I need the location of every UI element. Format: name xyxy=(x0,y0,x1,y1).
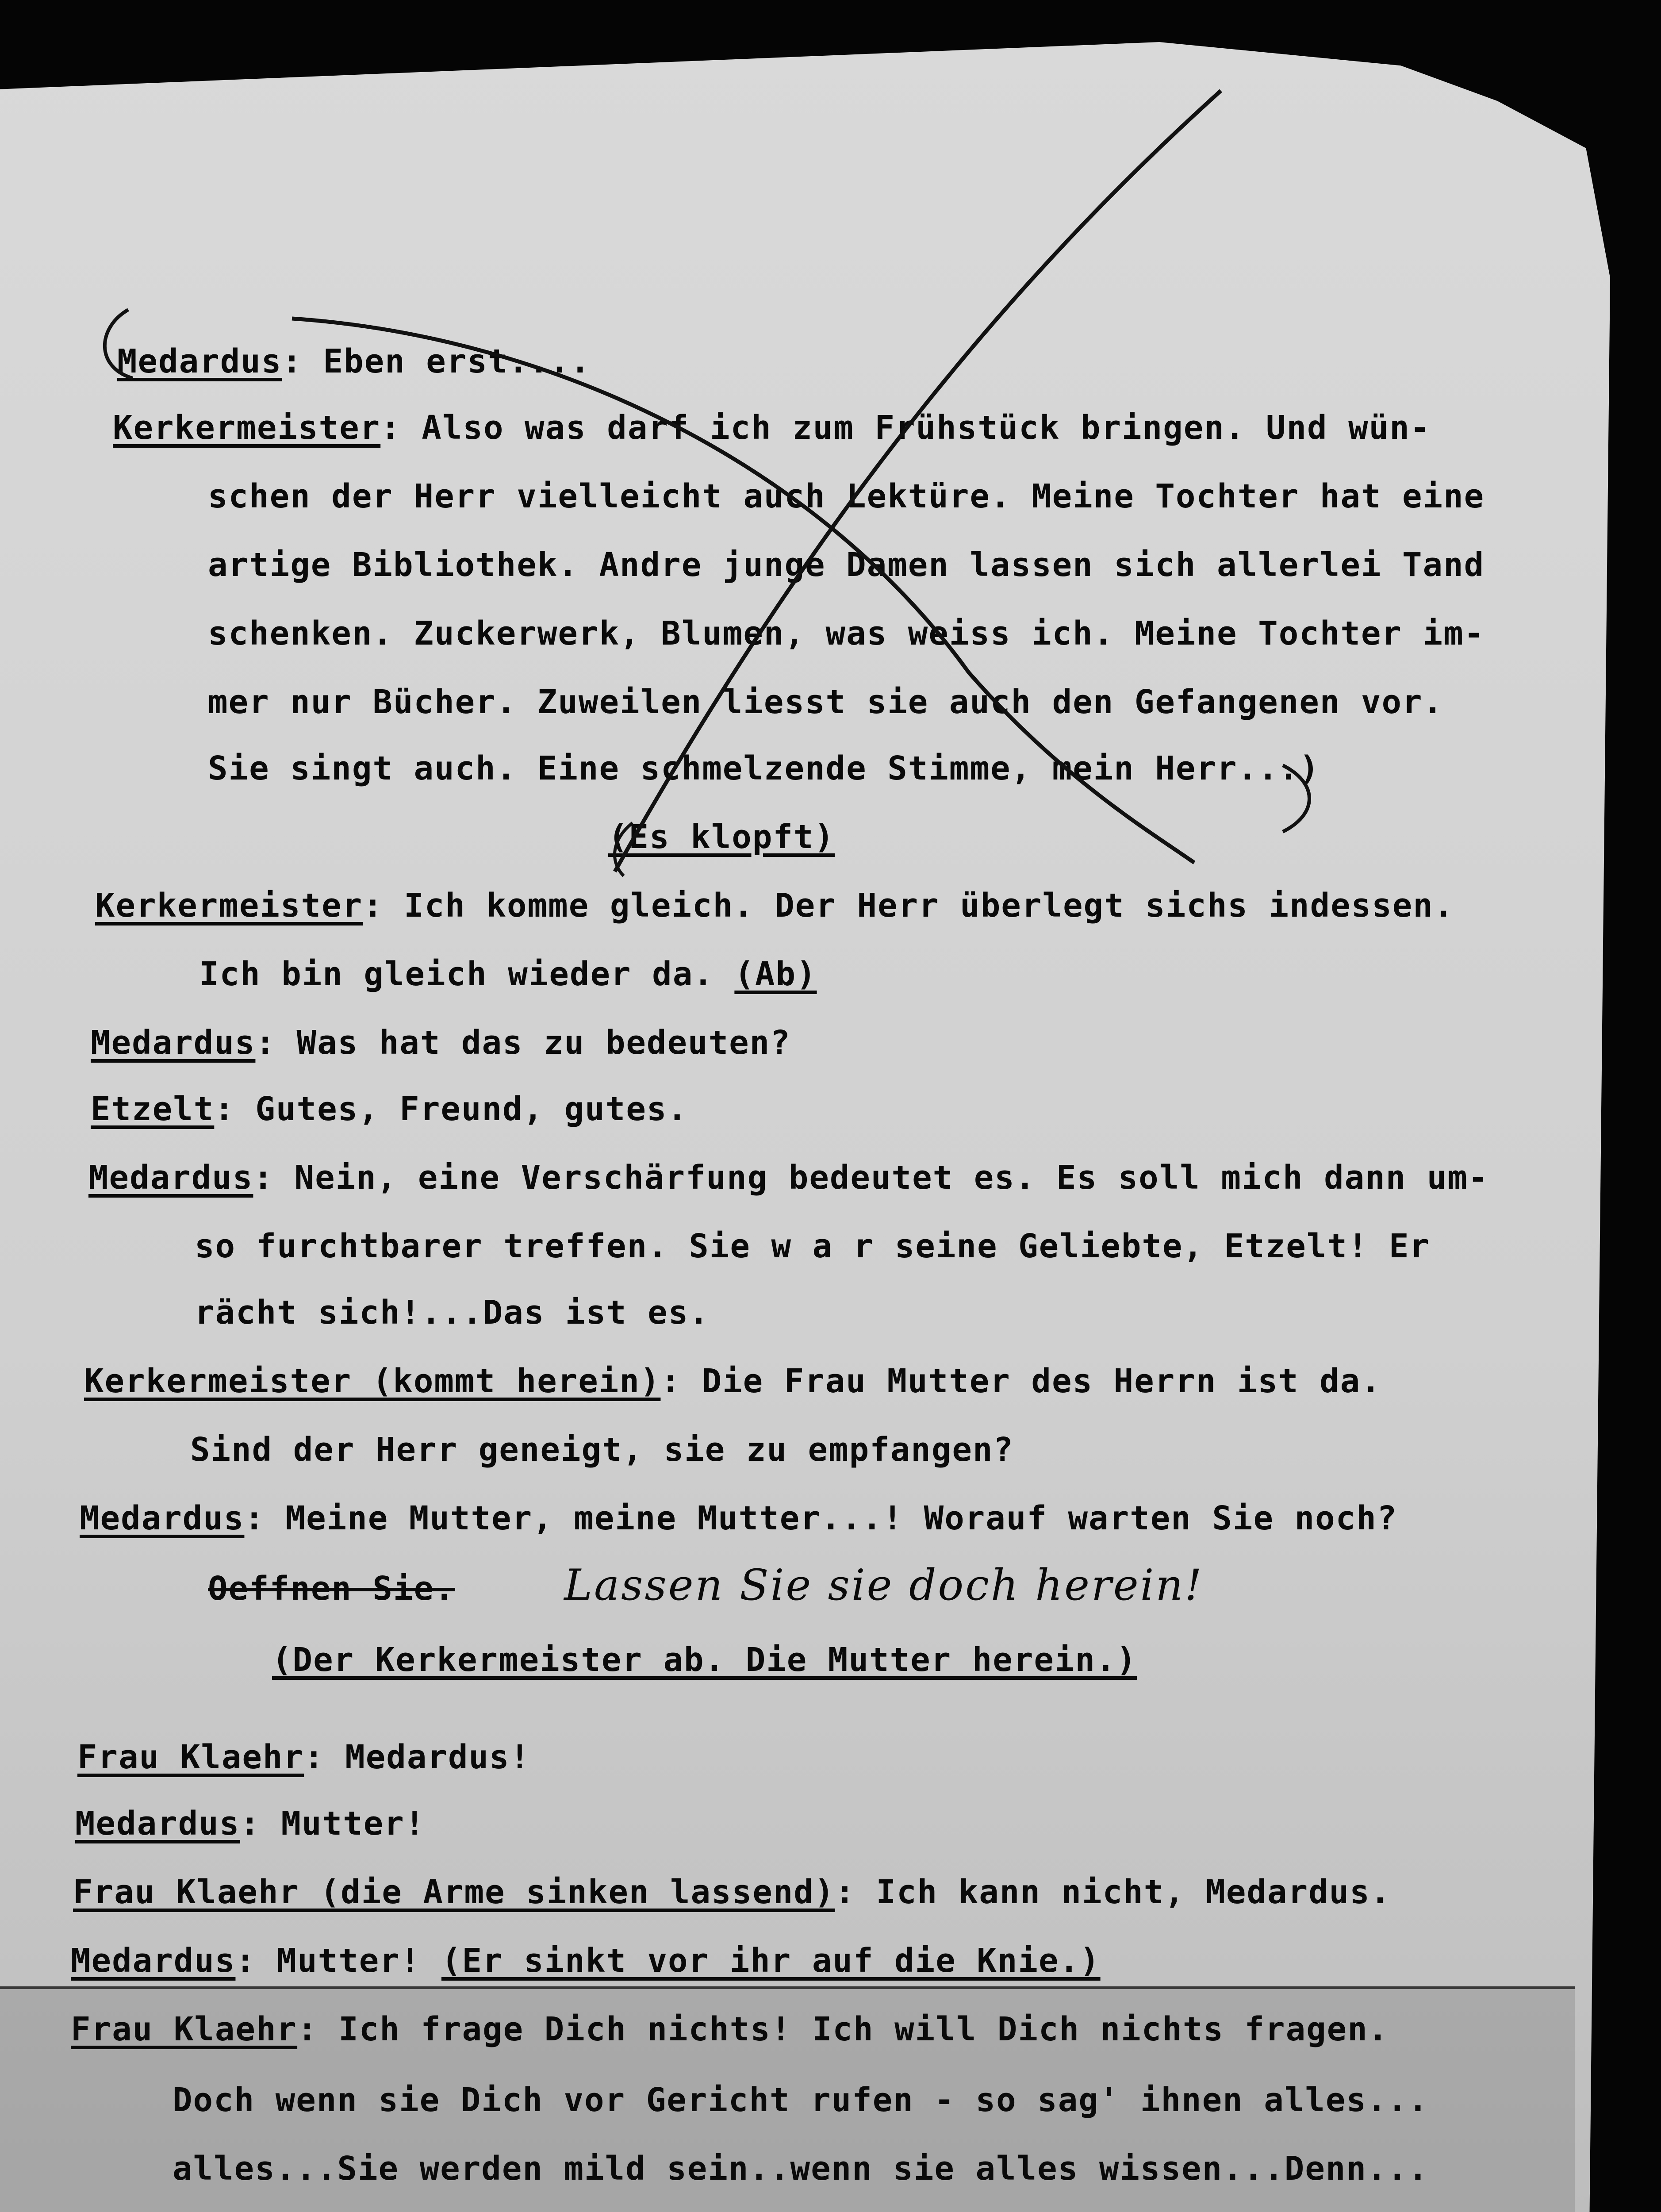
line-2: Kerkermeister: Also was darf ich zum Frühstück bringen. Und wün- xyxy=(113,409,1431,447)
line-text: Mutter! xyxy=(260,1805,426,1843)
line-6 xyxy=(208,683,1444,721)
speaker-label: Kerkermeister (kommt herein) xyxy=(84,1362,661,1400)
speaker-label: Etzelt xyxy=(91,1090,215,1128)
line-3 xyxy=(208,477,1485,515)
speaker-label: Frau Klaehr xyxy=(71,2010,298,2048)
struck-text: Oeffnen Sie. xyxy=(208,1570,455,1608)
line-8 xyxy=(608,818,835,856)
line-text: schen der Herr vielleicht auch Lektüre. Meine Tochter hat eine xyxy=(208,477,1485,515)
line-text: schenken. Zuckerwerk, Blumen, was weiss ich. Meine Tochter im- xyxy=(208,614,1485,653)
line-20 xyxy=(272,1641,1137,1679)
speaker-label: Medardus xyxy=(117,342,282,380)
line-text: artige Bibliothek. Andre junge Damen lassen sich allerlei Tand xyxy=(208,546,1485,584)
speaker-label: Kerkermeister xyxy=(113,409,381,447)
line-text: Ich komme gleich. Der Herr überlegt sichs indessen. xyxy=(383,887,1454,925)
line-18: Medardus: Meine Mutter, meine Mutter...! Worauf warten Sie noch? xyxy=(80,1499,1398,1537)
line-text: Doch wenn sie Dich vor Gericht rufen - so sag' ihnen alles... xyxy=(173,2081,1429,2119)
line-7 xyxy=(208,749,1320,787)
line-25: Frau Klaehr: Ich frage Dich nichts! Ich will Dich nichts fragen. xyxy=(71,2010,1389,2048)
line-text: Medardus! xyxy=(324,1738,531,1776)
line-text: Mutter! xyxy=(256,1942,441,1980)
line-text: so furchtbarer treffen. Sie w a r seine Geliebte, Etzelt! Er xyxy=(195,1227,1431,1265)
speaker-label: Medardus xyxy=(88,1159,253,1197)
speaker-label: Medardus xyxy=(91,1024,256,1062)
line-23: Frau Klaehr (die Arme sinken lassend): Ich kann nicht, Medardus. xyxy=(73,1873,1391,1911)
stage-direction: (Ab) xyxy=(734,955,817,993)
line-text: mer nur Bücher. Zuweilen liesst sie auch den Gefangenen vor. xyxy=(208,683,1444,721)
line-27 xyxy=(173,2150,1429,2188)
line-text: Meine Mutter, meine Mutter...! Worauf warten Sie noch? xyxy=(265,1499,1398,1537)
line-16: Kerkermeister (kommt herein): Die Frau Mutter des Herrn ist da. xyxy=(84,1362,1381,1400)
line-5 xyxy=(208,614,1485,653)
line-text: Die Frau Mutter des Herrn ist da. xyxy=(681,1362,1381,1400)
line-text: Gutes, Freund, gutes. xyxy=(234,1090,688,1128)
stage-direction: (Der Kerkermeister ab. Die Mutter herein.) xyxy=(272,1641,1137,1679)
speaker-label: Frau Klaehr xyxy=(77,1738,304,1776)
line-13: Medardus: Nein, eine Verschärfung bedeutet es. Es soll mich dann um- xyxy=(88,1159,1489,1197)
stage-direction: (Er sinkt vor ihr auf die Knie.) xyxy=(441,1942,1101,1980)
line-10 xyxy=(199,955,817,993)
line-text: Was hat das zu bedeuten? xyxy=(276,1024,791,1062)
line-text: Sie singt auch. Eine schmelzende Stimme, mein Herr...) xyxy=(208,749,1320,787)
line-text: Ich kann nicht, Medardus. xyxy=(855,1873,1391,1911)
speaker-label: Frau Klaehr (die Arme sinken lassend) xyxy=(73,1873,835,1911)
line-text: Sind der Herr geneigt, sie zu empfangen? xyxy=(190,1431,1014,1469)
handwritten-correction: Lassen Sie sie doch herein! xyxy=(564,1560,1204,1610)
line-4 xyxy=(208,546,1485,584)
line-17 xyxy=(190,1431,1014,1469)
line-9: Kerkermeister: Ich komme gleich. Der Herr überlegt sichs indessen. xyxy=(95,887,1454,925)
line-19 xyxy=(208,1560,1204,1610)
line-text: Ich bin gleich wieder da. xyxy=(199,955,735,993)
speaker-label: Medardus xyxy=(80,1499,245,1537)
line-22: Medardus: Mutter! xyxy=(75,1805,426,1843)
speaker-label: Medardus xyxy=(71,1942,236,1980)
line-text: alles...Sie werden mild sein..wenn sie alles wissen...Denn... xyxy=(173,2150,1429,2188)
speaker-label: Kerkermeister xyxy=(95,887,363,925)
line-24: Medardus: Mutter! (Er sinkt vor ihr auf die Knie.) xyxy=(71,1942,1101,1980)
line-1: Medardus: Eben erst.... xyxy=(117,342,591,380)
line-26 xyxy=(173,2081,1429,2119)
stage-direction: (Es klopft) xyxy=(608,818,835,856)
speaker-label: Medardus xyxy=(75,1805,240,1843)
line-text: Eben erst.... xyxy=(302,342,591,380)
line-15 xyxy=(195,1294,710,1332)
line-21: Frau Klaehr: Medardus! xyxy=(77,1738,531,1776)
line-14 xyxy=(195,1227,1431,1265)
line-text: rächt sich!...Das ist es. xyxy=(195,1294,710,1332)
line-11: Medardus: Was hat das zu bedeuten? xyxy=(91,1024,791,1062)
line-text: Also was darf ich zum Frühstück bringen. Und wün- xyxy=(401,409,1431,447)
line-text: Ich frage Dich nichts! Ich will Dich nichts fragen. xyxy=(318,2010,1389,2048)
line-text: Nein, eine Verschärfung bedeutet es. Es soll mich dann um- xyxy=(273,1159,1489,1197)
line-12: Etzelt: Gutes, Freund, gutes. xyxy=(91,1090,688,1128)
